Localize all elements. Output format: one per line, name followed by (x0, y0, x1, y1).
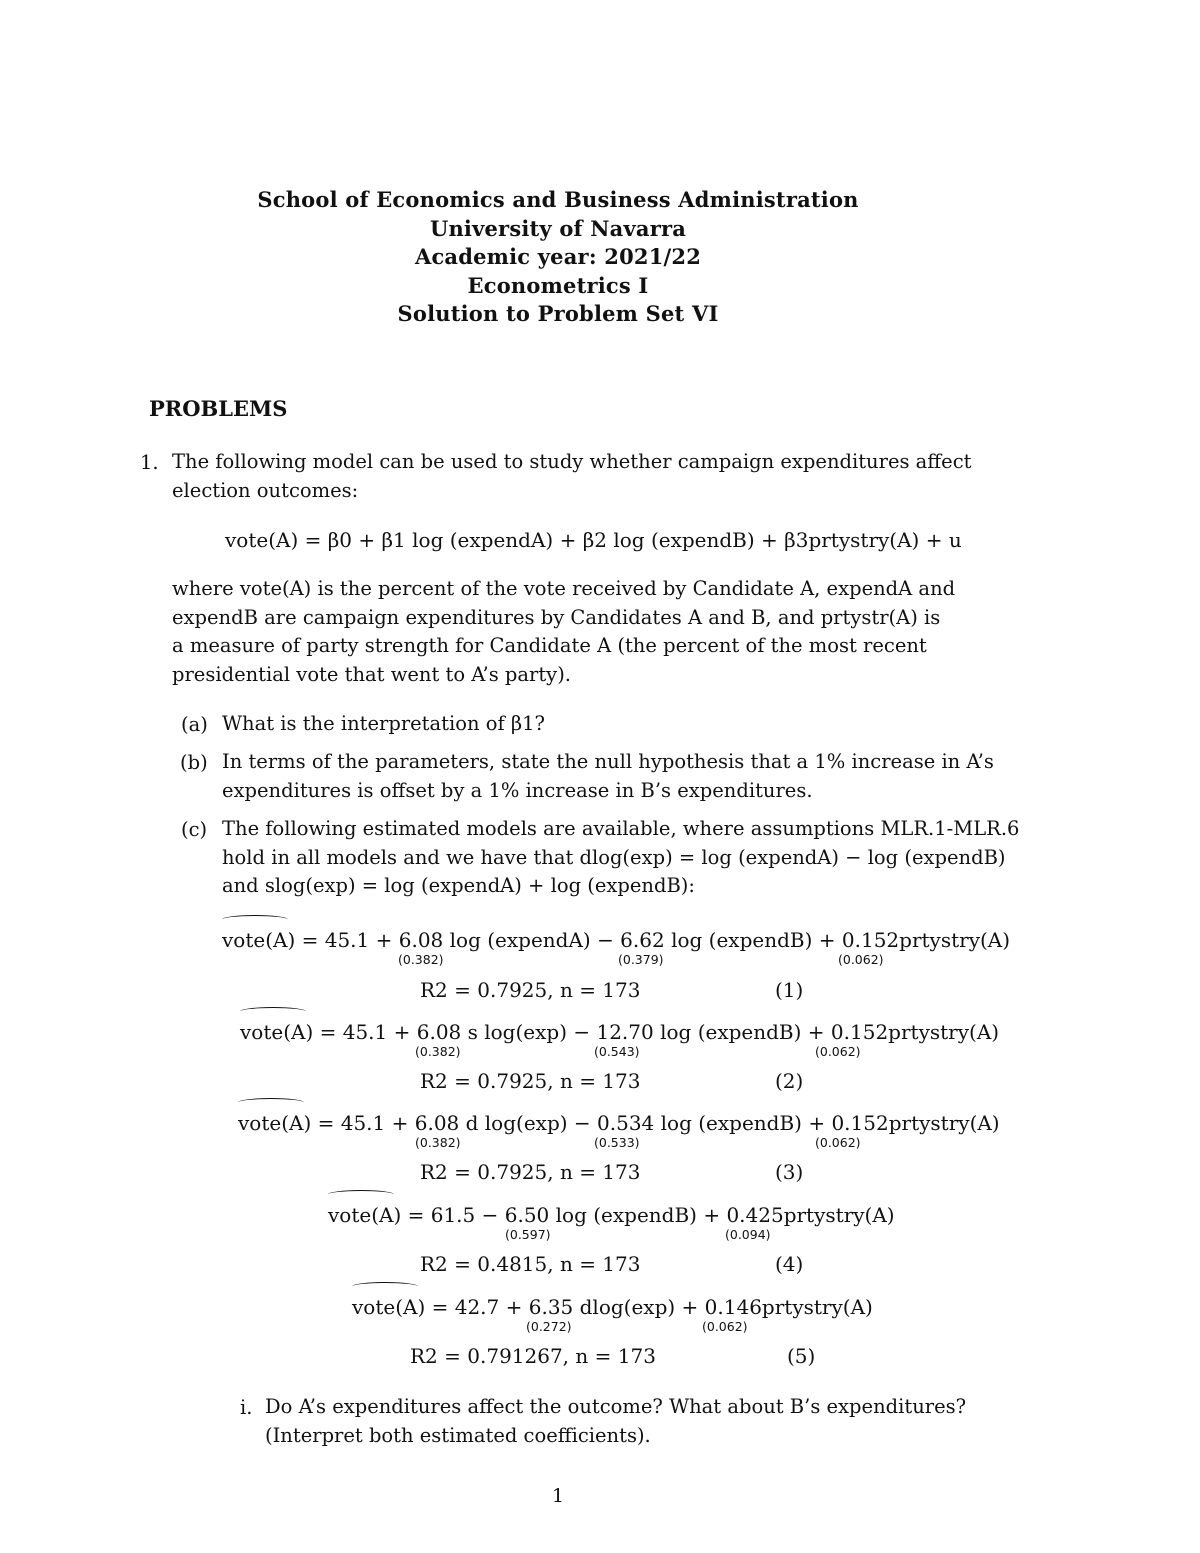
header-title: Solution to Problem Set VI (397, 301, 719, 326)
estimated-model-4: vote(A) = 61.5 − 6.50 log (expendB) + 0.425prtystry(A) (328, 1203, 895, 1227)
subpart-i-text (265, 1393, 1025, 1450)
where-line: where vote(A) is the percent of the vote received by Candidate A, expendA and (172, 577, 956, 600)
part-c-label: (c) (181, 818, 208, 841)
std-error: (0.062) (815, 1044, 861, 1059)
equation-number: (5) (787, 1344, 816, 1368)
where-line: expendB are campaign expenditures by Candidates A and B, and prtystr(A) is (172, 605, 941, 629)
std-error: (0.382) (398, 952, 444, 967)
document-header (0, 186, 1116, 329)
equation-number: (4) (775, 1252, 804, 1276)
hat-accent (240, 1007, 306, 1016)
subpart-i-line: (Interpret both estimated coefficients). (265, 1423, 651, 1447)
page-number: 1 (551, 1485, 565, 1507)
std-error: (0.062) (838, 952, 884, 967)
hat-accent (238, 1098, 304, 1107)
part-c-line: The following estimated models are available, where assumptions MLR.1-MLR.6 (222, 817, 1020, 840)
estimated-model-1: vote(A) = 45.1 + 6.08 log (expendA) − 6.62 log (expendB) + 0.152prtystry(A) (222, 928, 1011, 952)
r-squared: R2 = 0.791267, n = 173 (410, 1344, 656, 1368)
part-c-text (222, 815, 1032, 901)
subpart-i-line: Do A’s expenditures affect the outcome? What about B’s expenditures? (265, 1395, 967, 1418)
std-error: (0.382) (415, 1135, 461, 1150)
estimated-model-2: vote(A) = 45.1 + 6.08 s log(exp) − 12.70 log (expendB) + 0.152prtystry(A) (240, 1020, 1000, 1044)
r-squared: R2 = 0.7925, n = 173 (420, 1160, 641, 1184)
part-a-label: (a) (181, 713, 208, 736)
problem-intro (172, 448, 1022, 505)
hat-accent (222, 915, 288, 924)
intro-line: election outcomes: (172, 478, 359, 502)
std-error: (0.272) (526, 1319, 572, 1334)
section-title: PROBLEMS (149, 396, 288, 421)
header-university: University of Navarra (429, 215, 687, 241)
part-c-line: hold in all models and we have that dlog(exp) = log (expendA) − log (expendB) (222, 845, 1006, 869)
r-squared: R2 = 0.7925, n = 173 (420, 978, 641, 1002)
where-line: presidential vote that went to A’s party). (172, 662, 571, 686)
equation-number: (3) (775, 1160, 804, 1184)
header-school: School of Economics and Business Administration (257, 187, 859, 212)
std-error: (0.382) (415, 1044, 461, 1059)
part-b-text (222, 748, 1022, 805)
estimated-model-3: vote(A) = 45.1 + 6.08 d log(exp) − 0.534 log (expendB) + 0.152prtystry(A) (238, 1111, 1000, 1135)
equation-number: (1) (775, 978, 804, 1002)
std-error: (0.094) (725, 1227, 771, 1242)
std-error: (0.062) (702, 1319, 748, 1334)
std-error: (0.533) (594, 1135, 640, 1150)
part-c-line: and slog(exp) = log (expendA) + log (expendB): (222, 874, 695, 897)
part-b-line: In terms of the parameters, state the null hypothesis that a 1% increase in A’s (222, 750, 994, 773)
equation-number: (2) (775, 1069, 804, 1093)
header-course: Econometrics I (467, 272, 649, 298)
model-equation: vote(A) = β0 + β1 log (expendA) + β2 log (expendB) + β3prtystry(A) + u (225, 528, 962, 552)
header-academic-year: Academic year: 2021/22 (414, 244, 702, 269)
intro-line: The following model can be used to study whether campaign expenditures affect (172, 450, 972, 473)
std-error: (0.379) (618, 952, 664, 967)
where-line: a measure of party strength for Candidate A (the percent of the most recent (172, 634, 927, 657)
r-squared: R2 = 0.7925, n = 173 (420, 1069, 641, 1093)
hat-accent (328, 1190, 394, 1199)
part-b-line: expenditures is offset by a 1% increase in B’s expenditures. (222, 778, 813, 802)
part-b-label: (b) (180, 751, 208, 774)
estimated-model-5: vote(A) = 42.7 + 6.35 dlog(exp) + 0.146prtystry(A) (352, 1295, 873, 1319)
subpart-i-label: i. (240, 1396, 253, 1419)
std-error: (0.062) (815, 1135, 861, 1150)
std-error: (0.543) (594, 1044, 640, 1059)
part-a-text: What is the interpretation of β1? (222, 712, 545, 735)
std-error: (0.597) (505, 1227, 551, 1242)
r-squared: R2 = 0.4815, n = 173 (420, 1252, 641, 1276)
where-paragraph (172, 575, 1022, 689)
problem-number: 1. (140, 451, 159, 474)
hat-accent (352, 1282, 418, 1291)
